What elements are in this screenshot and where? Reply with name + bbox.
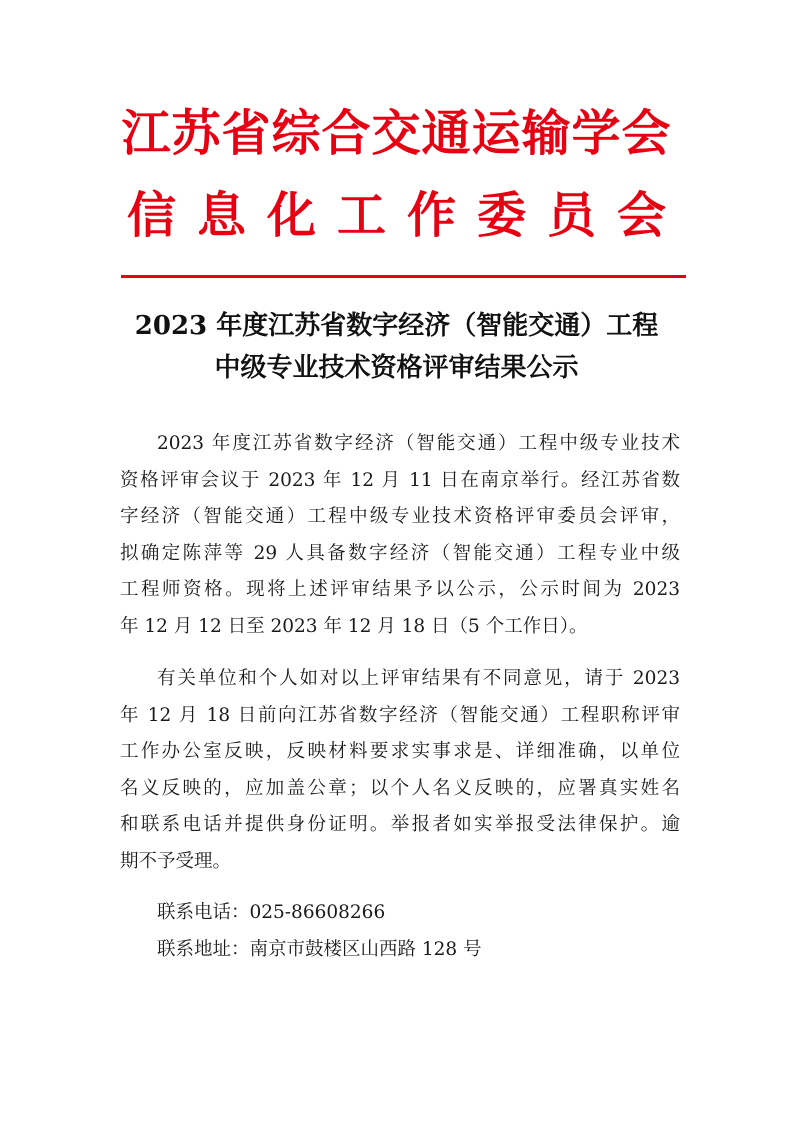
- paragraph-line: 字经济（智能交通）工程中级专业技术资格评审委员会评审，: [120, 506, 680, 528]
- paragraph-line: 工程师资格。现将上述评审结果予以公示，公示时间为 2023: [120, 579, 680, 601]
- header-divider: [121, 275, 686, 278]
- paragraph-line: 资格评审会议于 2023 年 12 月 11 日在南京举行。经江苏省数: [120, 469, 680, 491]
- org-name-line-2: 信息化工作委员会: [126, 187, 687, 244]
- paragraph-objection: [120, 661, 680, 881]
- paragraph-line: 年 12 月 12 日至 2023 年 12 月 18 日（5 个工作日）。: [120, 615, 588, 637]
- paragraph-line: 有关单位和个人如对以上评审结果有不同意见，请于 2023: [157, 668, 680, 689]
- paragraph-line: 2023 年度江苏省数字经济（智能交通）工程中级专业技术: [157, 433, 680, 454]
- paragraph-line: 拟确定陈萍等 29 人具备数字经济（智能交通）工程专业中级: [120, 542, 680, 564]
- document-title-line-1: 2023 年度江苏省数字经济（智能交通）工程: [134, 311, 659, 341]
- paragraph-line: 年 12 月 18 日前向江苏省数字经济（智能交通）工程职称评审: [120, 704, 680, 726]
- contact-address: 联系地址：南京市鼓楼区山西路 128 号: [157, 938, 482, 960]
- contact-phone: 联系电话：025-86608266: [157, 902, 386, 923]
- paragraph-line: 工作办公室反映，反映材料要求实事求是、详细准确，以单位: [120, 741, 680, 763]
- paragraph-line: 名义反映的，应加盖公章；以个人名义反映的，应署真实姓名: [120, 777, 680, 799]
- org-name-line-1: 江苏省综合交通运输学会: [121, 105, 672, 162]
- paragraph-line: 期不予受理。: [120, 850, 232, 872]
- document-title-line-2: 中级专业技术资格评审结果公示: [214, 353, 579, 383]
- paragraph-announcement: [120, 426, 680, 646]
- paragraph-line: 和联系电话并提供身份证明。举报者如实举报受法律保护。逾: [120, 814, 680, 836]
- contact-info: [120, 895, 680, 968]
